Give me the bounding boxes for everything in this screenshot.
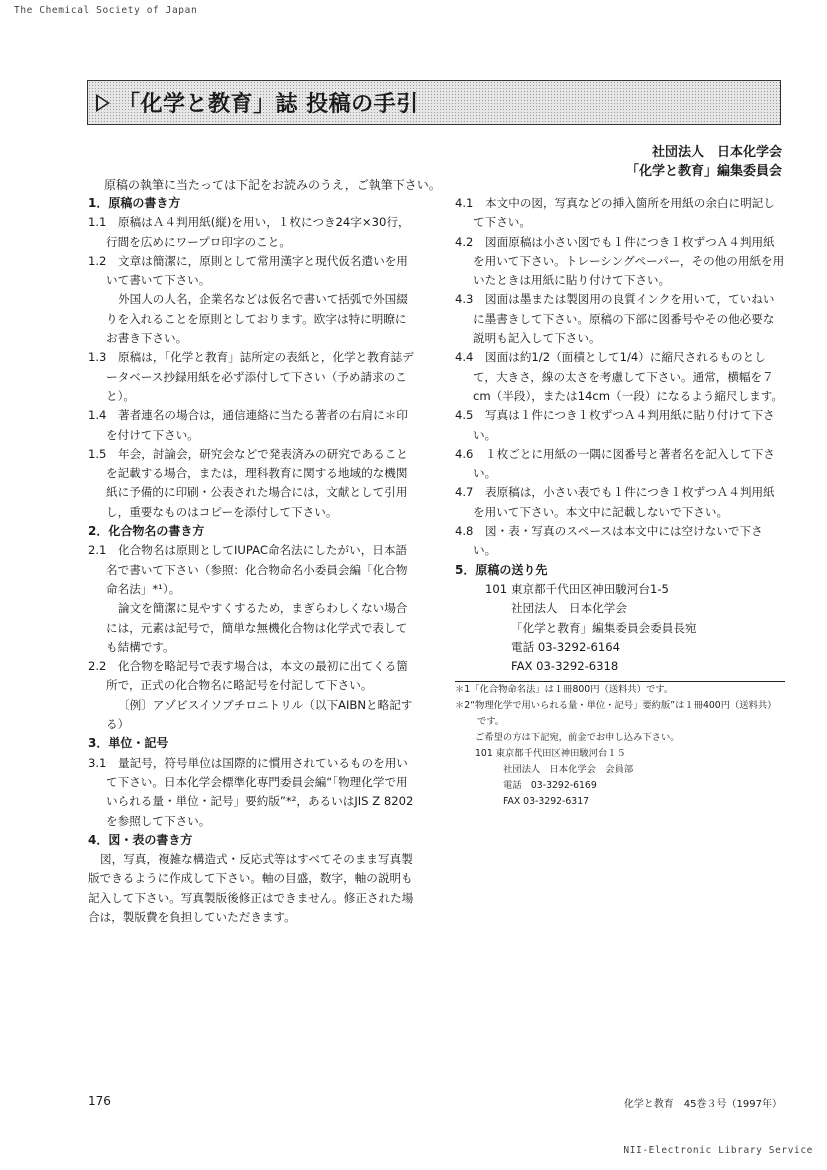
address-line-5: FAX 03-3292-6318 (511, 659, 619, 674)
intro-text: 原稿の執筆に当たっては下記をお読みのうえ，ご執筆下さい。 (104, 178, 441, 192)
footnote-2: ＊2“物理化学で用いられる量・単位・記号」要約版”は１冊400円（送料共）です。 (455, 700, 777, 728)
paragraph-4-1: 4.1 本文中の図，写真などの挿入箇所を用紙の余白に明記して下さい。 (455, 196, 775, 230)
footnote-1: ＊1「化合物命名法」は１冊800円（送料共）です。 (455, 684, 674, 696)
paragraph-1-2: 1.2 文章は簡潔に，原則として常用漢字と現代仮名遣いを用いて書いて下さい。 (88, 253, 408, 288)
paragraph-4-5: 4.5 写真は１件につき１枚ずつＡ４判用紙に貼り付けて下さい。 (455, 408, 775, 442)
footnotes (455, 682, 785, 810)
footnote-7: FAX 03-3292-6317 (503, 796, 590, 808)
section-heading-5: 5．原稿の送り先 (455, 562, 548, 577)
org-block (626, 143, 782, 181)
paragraph-1-2b: 外国人の人名，企業名などは仮名で書いて括弧で外国綴りを入れることを原則としております。欧字は特に明瞭にお書き下さい。 (106, 292, 408, 346)
left-column (88, 194, 418, 927)
title-banner (87, 80, 781, 125)
paragraph-1-1: 1.1 原稿はＡ４判用紙(縦)を用い，１枚につき24字×30行，行間を広めにワープロ印字のこと。 (88, 215, 410, 249)
footnote-6: 電話 03-3292-6169 (503, 780, 597, 792)
org-line-2: 「化学と教育」編集委員会 (625, 164, 782, 179)
address-line-4: 電話 03-3292-6164 (511, 639, 621, 654)
paragraph-4-6: 4.6 １枚ごとに用紙の一隅に図番号と著者名を記入して下さい。 (455, 446, 775, 481)
section-heading-1: 1．原稿の書き方 (88, 196, 181, 210)
paragraph-1-4: 1.4 著者連名の場合は，通信連絡に当たる著者の右肩に＊印を付けて下さい。 (88, 408, 408, 442)
footnote-5: 社団法人 日本化学会 会員部 (503, 764, 634, 776)
paragraph-4-2: 4.2 図面原稿は小さい図でも１件につき１枚ずつＡ４判用紙を用いて下さい。トレーシングペーパー，その他の用紙を用いたときは用紙に貼り付けて下さい。 (455, 234, 785, 288)
paragraph-4-3: 4.3 図面は墨または製図用の良質インクを用いて，ていねいに墨書きして下さい。原稿の下部に図番号やその他必要な説明も記入して下さい。 (455, 292, 775, 346)
paragraph-3-1: 3.1 量記号，符号単位は国際的に慣用されているものを用いて下さい。日本化学会標準化専門委員会編“「物理化学で用いられる量・単位・記号」要約版”*²，あるいはJIS Z 8202を参照して下さい。 (88, 755, 414, 828)
society-header: The Chemical Society of Japan (14, 5, 198, 16)
paragraph-2-2: 2.2 化合物を略記号で表す場合は，本文の最初に出てくる箇所で，正式の化合物名に略記号を付記して下さい。 (88, 659, 408, 693)
paragraph-2-2b: 〔例〕アゾビスイソブチロニトリル（以下AIBNと略記する） (106, 697, 413, 732)
section-heading-4: 4．図・表の書き方 (88, 832, 193, 847)
address-line-2: 社団法人 日本化学会 (511, 601, 627, 616)
paragraph-4-8: 4.8 図・表・写真のスペースは本文中には空けないで下さい。 (455, 524, 763, 558)
org-line-1: 社団法人 日本化学会 (651, 145, 782, 160)
paragraph-1-5: 1.5 年会，討論会，研究会などで発表済みの研究であることを記載する場合，または，理科教育に関する地域的な機関紙に予備的に印刷・公表された場合には，文献として引用し，重要なものはコピーを添付して下さい。 (88, 446, 408, 519)
paragraph-2-1: 2.1 化合物名は原則としてIUPAC命名法にしたがい，日本語名で書いて下さい（参照：化合物命名小委員会編「化合物命名法」*¹）。 (88, 543, 408, 596)
footnote-4: 101 東京都千代田区神田駿河台１５ (475, 748, 626, 760)
page-title: 「化学と教育」誌 投稿の手引 (118, 92, 419, 117)
triangle-icon (96, 94, 110, 112)
address-line-1: 101 東京都千代田区神田駿河台1-5 (485, 581, 669, 596)
paragraph-2-1b: 論文を簡潔に見やすくするため，まぎらわしくない場合には，元素は記号で，簡単な無機化合物は化学式で表しても結構です。 (106, 601, 408, 654)
paragraph-4-4: 4.4 図面は約1/2（面積として1/4）に縮尺されるものとして，大きさ，線の太さを考慮して下さい。通常，横幅を７cm（半段），または14cm（一段）になるよう縮尺します。 (455, 350, 784, 403)
paragraph-4-0: 図，写真，複雑な構造式・反応式等はすべてそのまま写真製版できるように作成して下さい。軸の目盛，数字，軸の説明も記入して下さい。写真製版後修正はできません。修正された場合は，製版費を負担していただきます。 (88, 852, 414, 924)
journal-info: 化学と教育 45巻３号（1997年） (623, 1099, 782, 1110)
right-column (455, 194, 785, 810)
service-footer: NII-Electronic Library Service (623, 1145, 813, 1156)
address-line-3: 「化学と教育」編集委員会委員長宛 (511, 620, 697, 635)
section-heading-3: 3．単位・記号 (88, 736, 169, 751)
paragraph-4-7: 4.7 表原稿は，小さい表でも１件につき１枚ずつＡ４判用紙を用いて下さい。本文中に記載しないで下さい。 (455, 485, 775, 519)
paragraph-1-3: 1.3 原稿は，「化学と教育」誌所定の表紙と，化学と教育誌データベース抄録用紙を必ず添付して下さい（予め請求のこと）。 (88, 350, 414, 403)
page-number: 176 (88, 1094, 111, 1108)
footnote-3: ご希望の方は下記宛，前金でお申し込み下さい。 (475, 732, 680, 744)
section-heading-2: 2．化合物名の書き方 (88, 524, 205, 539)
